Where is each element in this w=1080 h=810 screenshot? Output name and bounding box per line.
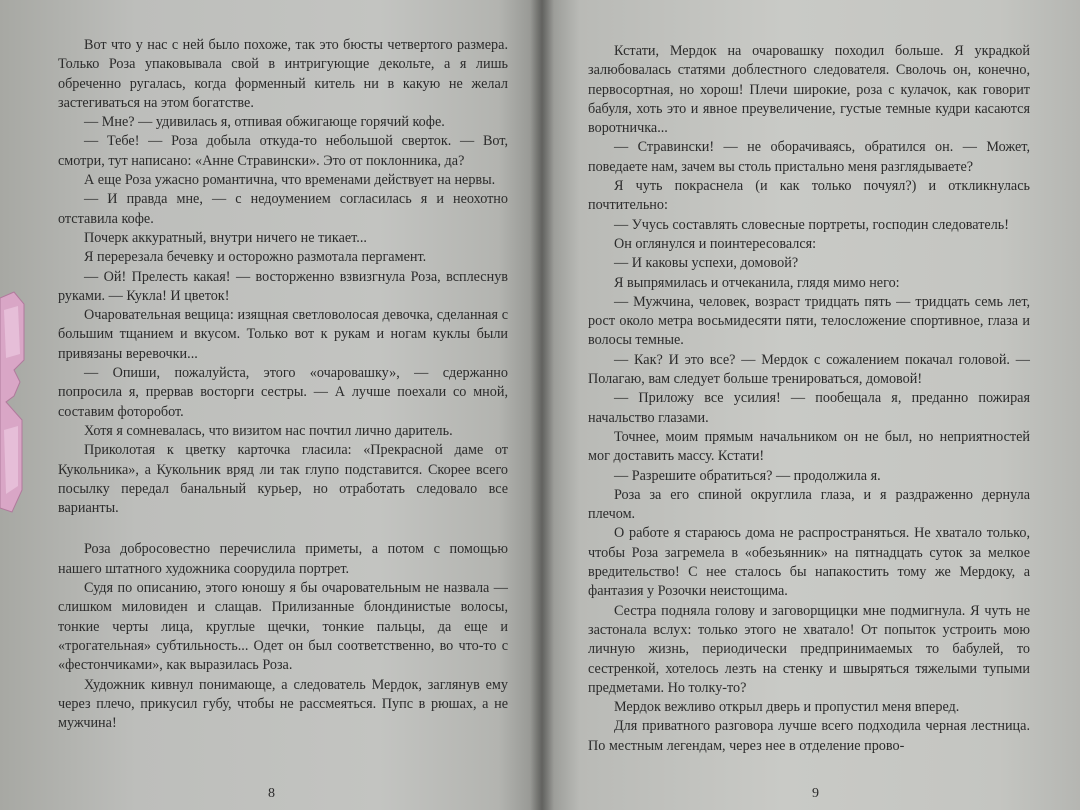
right-paragraph: — И каковы успехи, домовой?: [614, 255, 799, 272]
left-paragraph: Я перерезала бечевку и осторожно размотала пергамент.: [84, 249, 427, 266]
book-gutter: [530, 0, 554, 810]
right-page: [542, 0, 1080, 810]
section-break: [58, 518, 508, 540]
left-paragraph: — Ой! Прелесть какая! — восторженно взвизгнула Роза, всплеснув руками. — Кукла! И цветок!: [58, 268, 508, 304]
right-paragraph: Точнее, моим прямым начальником он не был, но неприятностей мог доставить массу. Кстати!: [588, 428, 1030, 465]
left-paragraph: Почерк аккуратный, внутри ничего не тикает...: [84, 229, 367, 246]
left-paragraph: — Тебе! — Роза добыла откуда-то небольшой сверток. — Вот, смотри, тут написано: «Анне Стравински». Это от поклонника, да?: [58, 133, 508, 169]
clip-icon: [0, 290, 26, 515]
left-paragraph: Приколотая к цветку карточка гласила: «Прекрасной даме от Кукольника», а Кукольник вряд ли так глупо подставится. Скорее всего посылку передал банальный курьер, но отработать следовало все варианты.: [58, 442, 508, 517]
left-paragraph: — И правда мне, — с недоумением согласилась я и неохотно отставила кофе.: [58, 191, 508, 227]
left-paragraph: Вот что у нас с ней было похоже, так это бюсты четвертого размера. Только Роза упаковывала свой в интригующие декольте, а я лишь обреченно ругалась, когда форменный китель ни в какую не желал застегиваться на этом богатстве.: [58, 37, 508, 111]
left-paragraph: Судя по описанию, этого юношу я бы очаровательным не назвала — слишком миловиден и слащав. Прилизанные блондинистые волосы, тонкие черты лица, круглые щечки, тонкие пальцы, да еще и «трогательная» субтильность... Одет он был соответственно, во что-то с «фестончиками», как выразилась Роза.: [58, 580, 508, 674]
left-paragraph: Хотя я сомневалась, что визитом нас почтил лично даритель.: [84, 422, 453, 439]
right-paragraph: — Мужчина, человек, возраст тридцать пять — тридцать семь лет, рост около метра восьмидесяти пяти, телосложение спортивное, глаза и волосы темные.: [588, 293, 1030, 349]
left-paragraph: Роза добросовестно перечислила приметы, а потом с помощью нашего штатного художника соорудила портрет.: [58, 541, 508, 577]
right-paragraph: Мердок вежливо открыл дверь и пропустил меня вперед.: [614, 699, 960, 716]
left-paragraph: А еще Роза ужасно романтична, что временами действует на нервы.: [84, 172, 496, 189]
right-paragraph: Кстати, Мердок на очаровашку походил больше. Я украдкой залюбовалась статями доблестного следователя. Сволочь он, конечно, первосортная, но хорош! Плечи широкие, роза с кулачок, как говорит бабуля, хоть это и явное преувеличение, густые темные кудри касаются воротничка...: [588, 43, 1030, 137]
left-paragraph: — Мне? — удивилась я, отпивая обжигающе горячий кофе.: [84, 114, 445, 131]
right-paragraph: Я чуть покраснела (и как только почуял?) и откликнулась почтительно:: [588, 178, 1030, 214]
left-paragraph: Художник кивнул понимающе, а следователь Мердок, заглянув ему через плечо, прикусил губу, чтобы не рассмеяться. Пупс в рюшах, а не мужчина!: [58, 676, 508, 732]
right-paragraph: Для приватного разговора лучше всего подходила черная лестница. По местным легендам, через нее в отделение прово-: [588, 718, 1030, 754]
right-paragraph: Сестра подняла голову и заговорщицки мне подмигнула. Я чуть не застонала вслух: только этого не хватало! От попыток устроить мою личную жизнь, периодически предпринимаемых то бабулей, то сестренкой, хотелось лезть на стенку и швыряться тяжелыми тупыми предметами. Но толку-то?: [588, 602, 1030, 696]
left-paragraph: Очаровательная вещица: изящная светловолосая девочка, сделанная с большим тщанием и вкусом. Только вот к рукам и ногам куклы были привязаны веревочки...: [58, 307, 508, 362]
right-paragraph: — Как? И это все? — Мердок с сожалением покачал головой. — Полагаю, вам следует больше тренироваться, домовой!: [588, 351, 1030, 388]
right-paragraph: О работе я стараюсь дома не распространяться. Не хватало только, чтобы Роза загремела в «обезьянник» на пятнадцать суток за мелкое вредительство! С нее сталось бы напакостить тому же Мердоку, а фантазия у Розочки неистощима.: [588, 525, 1030, 600]
right-paragraph: — Стравински! — не оборачиваясь, обратился он. — Может, поведаете нам, зачем вы столь пристально меня разглядываете?: [588, 139, 1030, 175]
right-paragraph: Я выпрямилась и отчеканила, глядя мимо него:: [614, 274, 900, 291]
right-paragraph: — Разрешите обратиться? — продолжила я.: [614, 467, 881, 484]
page-number-left: 8: [268, 786, 275, 801]
right-page-text: [588, 42, 1030, 756]
right-paragraph: — Учусь составлять словесные портреты, господин следователь!: [614, 216, 1010, 233]
right-paragraph: Он оглянулся и поинтересовался:: [614, 235, 817, 252]
page-number-right: 9: [812, 786, 819, 801]
left-paragraph: — Опиши, пожалуйста, этого «очаровашку», — сдержанно попросила я, прервав восторги сестры. — А лучше поехали со мной, составим фоторобот.: [58, 365, 508, 420]
right-paragraph: — Приложу все усилия! — пообещала я, преданно пожирая начальство глазами.: [588, 390, 1030, 426]
left-page-text: [58, 36, 508, 733]
right-paragraph: Роза за его спиной округлила глаза, и я раздраженно дернула плечом.: [588, 486, 1030, 523]
